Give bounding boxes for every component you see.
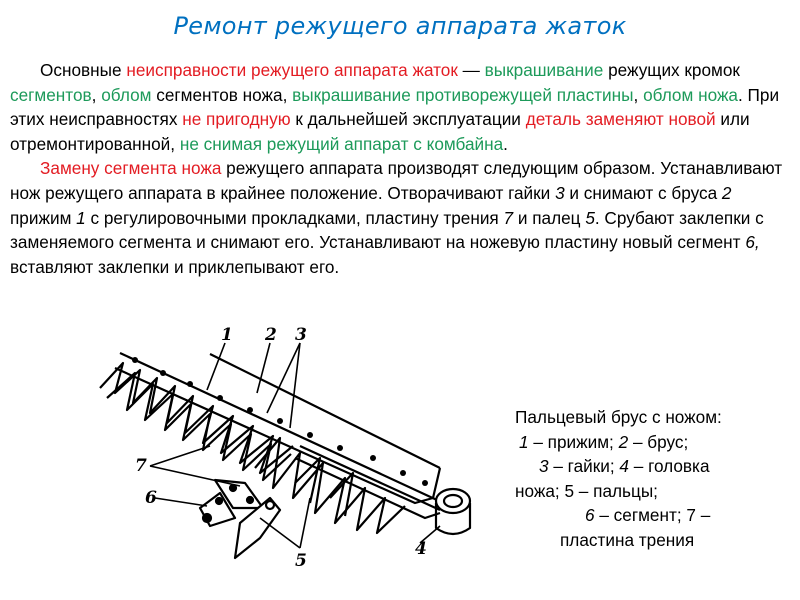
label-4: 4 xyxy=(415,539,427,559)
highlight-red: не пригодную xyxy=(182,109,291,130)
caption-line xyxy=(505,430,795,455)
highlight-red: Замену сегмента ножа xyxy=(40,158,222,179)
part-number: 3 xyxy=(555,182,565,203)
part-number: 2 xyxy=(721,182,732,203)
text-span: , xyxy=(91,84,102,105)
caption-line xyxy=(505,454,795,479)
text-span: . xyxy=(503,133,508,154)
part-number: 1 xyxy=(519,431,529,452)
highlight-green: не снимая режущий аппарат с комбайна xyxy=(179,133,504,154)
label-2: 2 xyxy=(265,325,277,345)
text-span: к дальнейшей эксплуатации xyxy=(290,109,526,130)
text-span: Основные xyxy=(40,60,127,80)
highlight-green: выкрашивание xyxy=(484,60,604,80)
text-span: . При этих неисправностях xyxy=(10,84,780,130)
text-span: прижим xyxy=(10,207,77,228)
text-span: сегментов ножа, xyxy=(151,84,293,105)
text-span: вставляют заклепки и приклепывают его. xyxy=(10,256,340,277)
text-span: — xyxy=(457,60,485,80)
text-span: – брус; xyxy=(628,431,689,452)
text-span: , xyxy=(633,84,644,105)
label-5: 5 xyxy=(295,551,307,571)
highlight-red: неисправности режущего аппарата жаток xyxy=(126,60,458,80)
highlight-red: деталь заменяют новой xyxy=(525,109,716,130)
text-span: – гайки; xyxy=(548,456,620,476)
caption-line: пластина трения xyxy=(560,529,695,550)
part-number: 7 xyxy=(503,207,514,228)
highlight-green: сегментов xyxy=(10,84,92,105)
body-text xyxy=(10,58,795,279)
text-span: режущих кромок xyxy=(603,60,740,80)
part-number: 5 xyxy=(585,207,595,228)
caption-line xyxy=(505,503,795,528)
paragraph-procedure xyxy=(10,156,795,279)
highlight-green: выкрашивание противорежущей пластины xyxy=(292,84,634,105)
label-7: 7 xyxy=(135,456,147,476)
text-span: режущего аппарата производят следующим образом. Устанавливают нож режущего аппарата в крайнее положение. Отворачивают гайки xyxy=(10,158,783,203)
part-number: 6, xyxy=(745,232,760,253)
paragraph-faults xyxy=(10,58,795,156)
text-span: или отремонтированной, xyxy=(10,109,750,154)
part-number: 3 xyxy=(539,456,549,476)
caption-line: ножа; 5 – пальцы; xyxy=(515,480,658,501)
highlight-green: облом ножа xyxy=(643,84,738,105)
label-6: 6 xyxy=(145,488,157,508)
text-span: – прижим; xyxy=(528,431,619,452)
text-span: . Срубают заклепки с заменяемого сегмента и снимают его. Устанавливают на ножевую пластину новый сегмент xyxy=(10,207,764,253)
part-number: 6 xyxy=(585,505,595,525)
label-1: 1 xyxy=(221,325,233,345)
text-span: – головка xyxy=(628,456,710,476)
caption-heading: Пальцевый брус с ножом: xyxy=(515,407,722,427)
part-number: 2 xyxy=(618,431,629,452)
cutter-bar-diagram xyxy=(95,318,505,578)
text-span: – сегмент; 7 – xyxy=(594,505,711,525)
page-title: Ремонт режущего аппарата жаток xyxy=(173,12,627,40)
text-span: с регулировочными прокладками, пластину трения xyxy=(85,207,504,228)
text-span: и палец xyxy=(513,207,586,228)
part-number: 1 xyxy=(76,207,86,228)
label-3: 3 xyxy=(295,325,307,345)
text-span: и снимают с бруса xyxy=(564,182,722,203)
highlight-green: облом xyxy=(101,84,152,105)
cutter-bar-drawing xyxy=(100,343,470,558)
part-number: 4 xyxy=(619,456,629,476)
figure-caption xyxy=(505,405,795,552)
